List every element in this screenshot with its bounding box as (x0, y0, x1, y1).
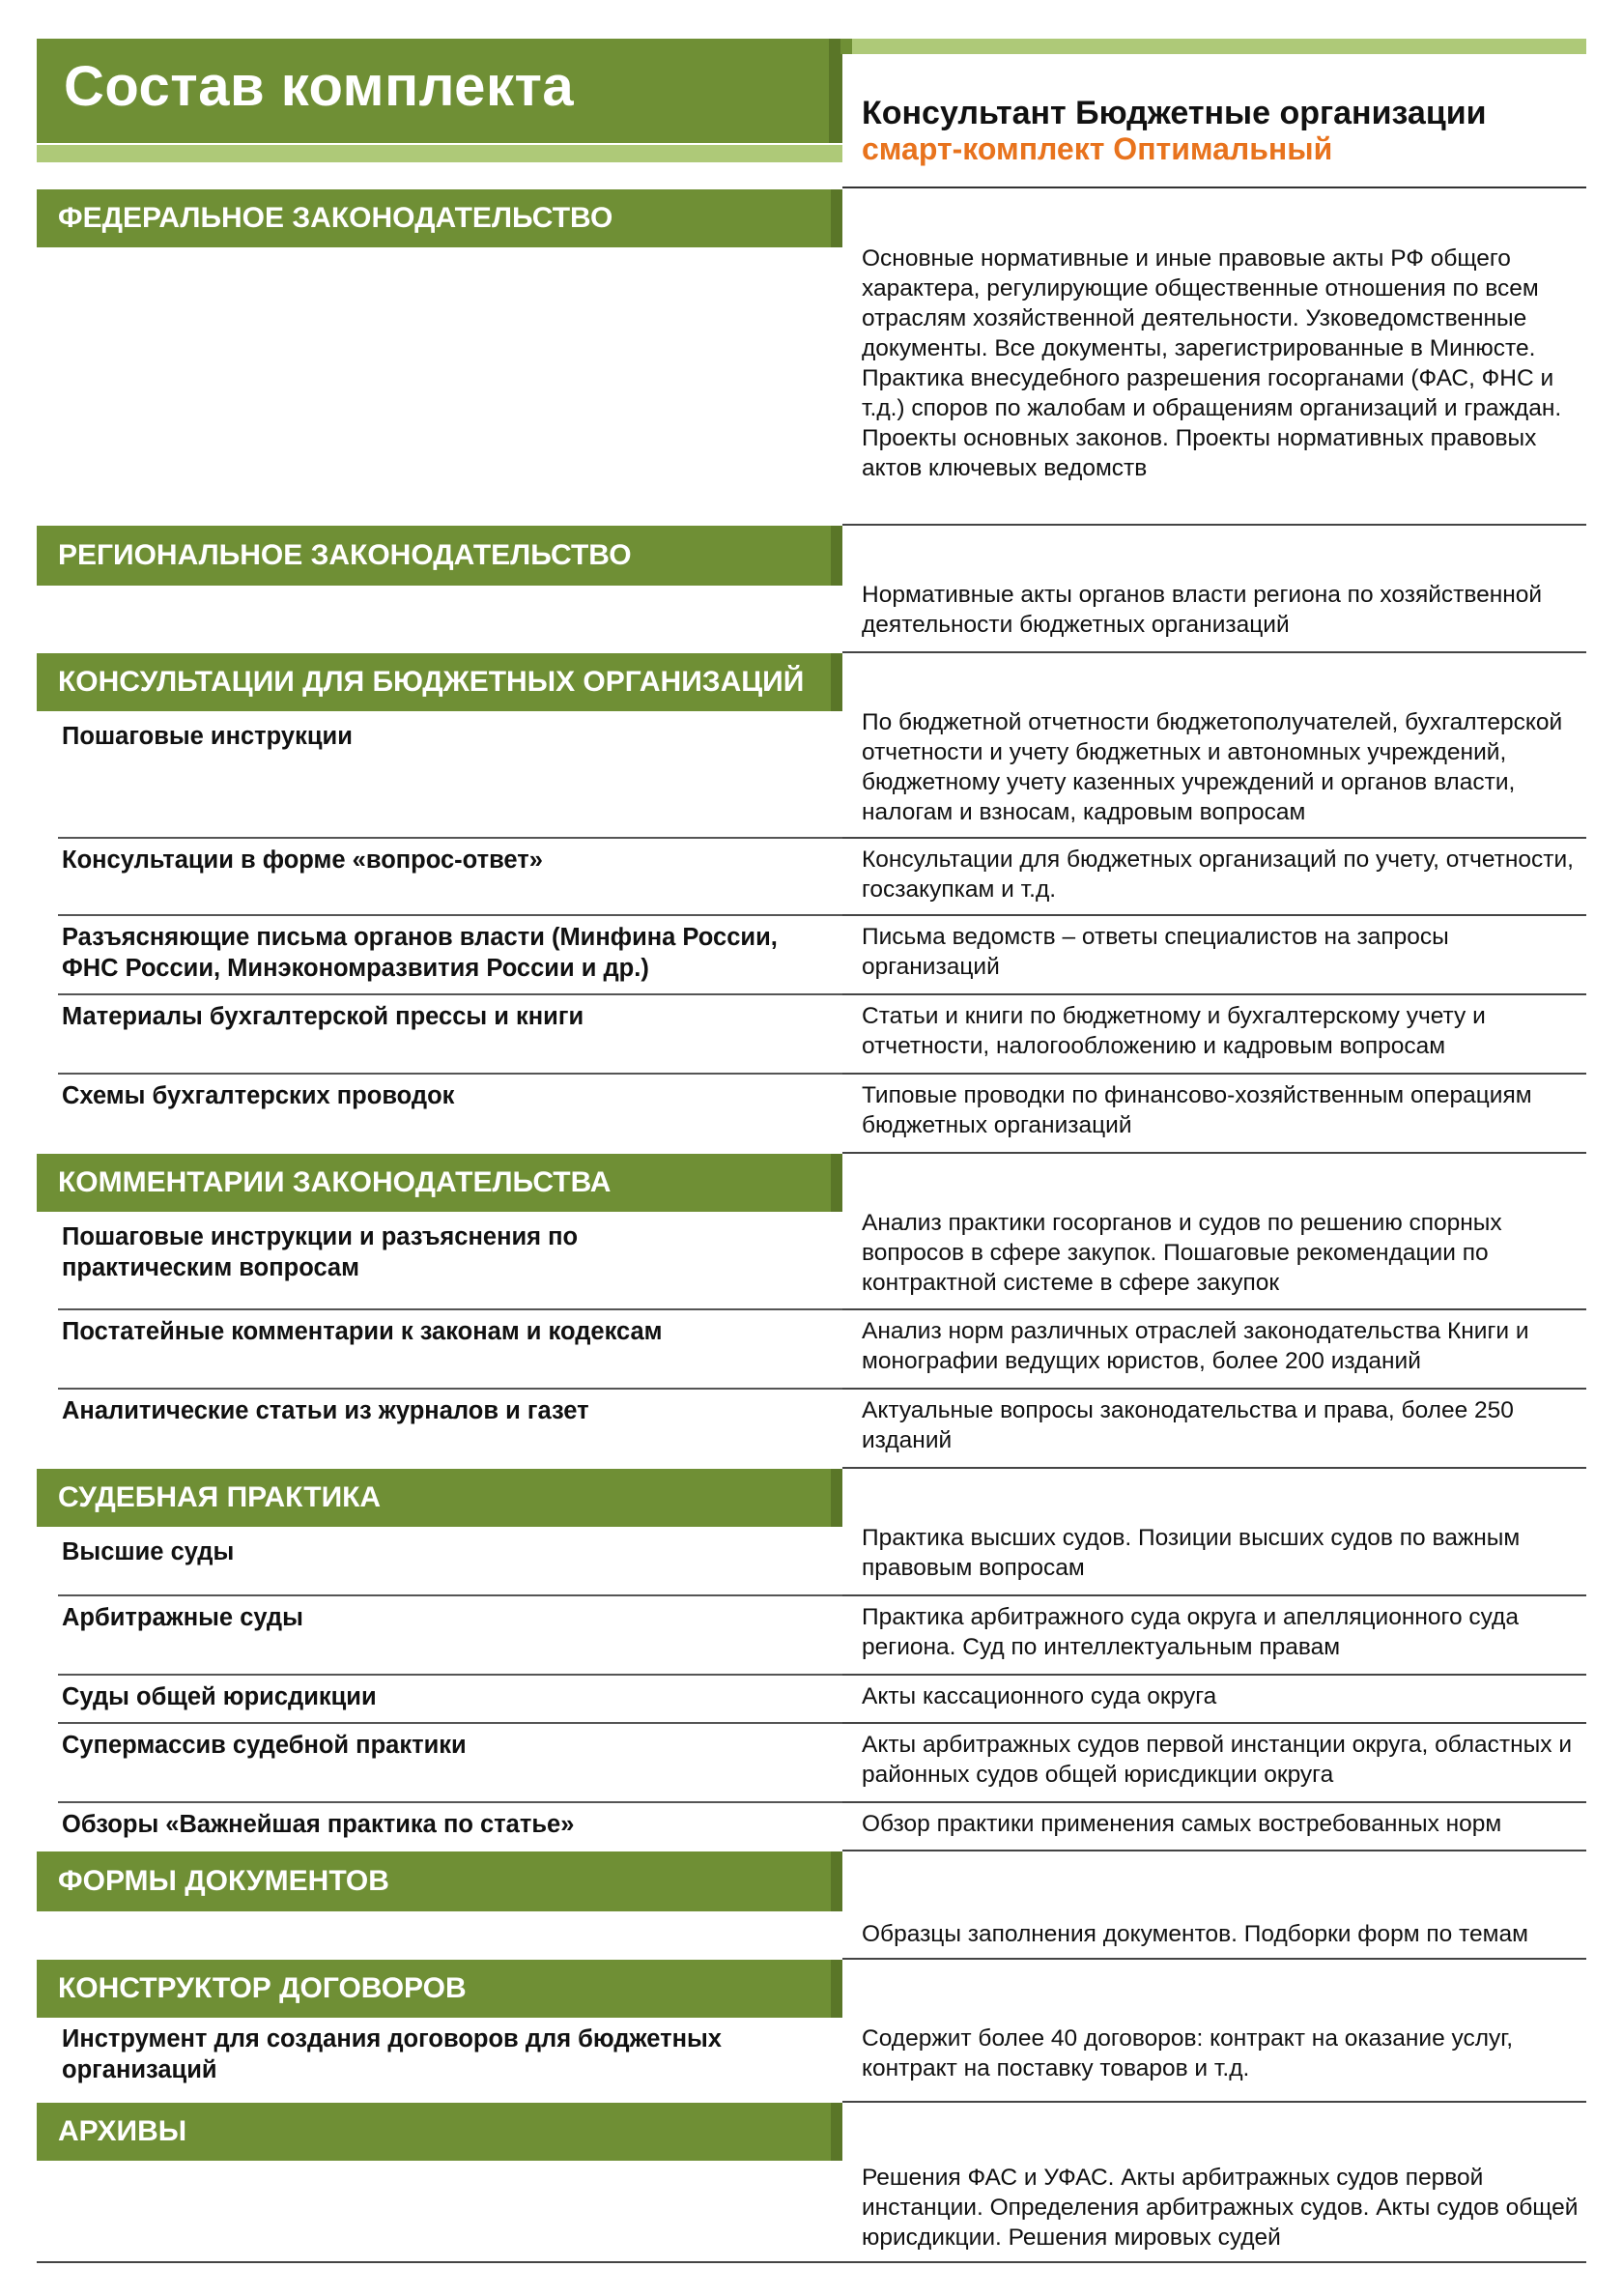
list-item-desc: Практика высших судов. Позиции высших судов по важным правовым вопросам (862, 1525, 1521, 1581)
list-item-name: Пошаговые инструкции (62, 723, 353, 750)
list-item-desc: Типовые проводки по финансово-хозяйственным операциям бюджетных организаций (862, 1082, 1532, 1138)
section-title: КОНСТРУКТОР ДОГОВОРОВ (58, 1972, 467, 2004)
section-title: КОНСУЛЬТАЦИИ ДЛЯ БЮДЖЕТНЫХ ОРГАНИЗАЦИЙ (58, 666, 805, 698)
section-contract-builder (37, 1960, 842, 2018)
list-item-desc: Консультации для бюджетных организаций по учету, отчетности, госзакупкам и т.д. (862, 847, 1574, 903)
list-item-desc: Анализ практики госорганов и судов по решению спорных вопросов в сфере закупок. Пошаговые рекомендации по контрактной системе в сфере закупок (862, 1210, 1502, 1296)
section-forms-description: Образцы заполнения документов. Подборки форм по темам (862, 1921, 1528, 1947)
section-title: АРХИВЫ (58, 2115, 187, 2147)
header-accent-rule (840, 39, 1586, 54)
list-item-desc: По бюджетной отчетности бюджетополучателей, бухгалтерской отчетности и учету бюджетных и автономных учреждений, бюджетному учету казенных учреждений и органов власти, налогам и взносам, кадровым вопросам (862, 709, 1563, 825)
list-item-name: Аналитические статьи из журналов и газет (62, 1397, 589, 1424)
list-item-name: Высшие суды (62, 1538, 235, 1565)
product-subtitle: смарт-комплект Оптимальный (862, 131, 1333, 166)
section-title: КОММЕНТАРИИ ЗАКОНОДАТЕЛЬСТВА (58, 1166, 612, 1198)
list-item-desc: Акты кассационного суда округа (862, 1683, 1217, 1709)
list-item-desc: Статьи и книги по бюджетному и бухгалтерскому учету и отчетности, налогообложению и кадровым вопросам (862, 1003, 1486, 1059)
list-item-name: Схемы бухгалтерских проводок (62, 1082, 455, 1109)
list-item-name: Инструмент для создания договоров для бюджетных организаций (62, 2025, 722, 2083)
list-item-name: Постатейные комментарии к законам и кодексам (62, 1318, 663, 1345)
list-item-name: Супермассив судебной практики (62, 1732, 467, 1759)
title-underline (37, 145, 842, 162)
section-archives-description: Решения ФАС и УФАС. Акты арбитражных судов первой инстанции. Определения арбитражных судов. Акты судов общей юрисдикции. Решения мировых судей (862, 2165, 1579, 2251)
list-item-desc: Акты арбитражных судов первой инстанции округа, областных и районных судов общей юрисдикции округа (862, 1732, 1572, 1788)
section-federal-description: Основные нормативные и иные правовые акты РФ общего характера, регулирующие общественные отношения по всем отраслям хозяйственной деятельности. Узковедомственные документы. Все документы, зарегистрированные в Минюсте. Практика внесудебного разрешения госорганами (ФАС, ФНС и т.д.) споров по жалобам и обращениям организаций и граждан. Проекты основных законов. Проекты нормативных правовых актов ключевых ведомств (862, 245, 1562, 481)
title-band (37, 39, 842, 143)
list-item-desc: Анализ норм различных отраслей законодательства Книги и монографии ведущих юристов, более 200 изданий (862, 1318, 1529, 1374)
list-item-desc: Актуальные вопросы законодательства и права, более 250 изданий (862, 1397, 1514, 1453)
list-item-name: Суды общей юрисдикции (62, 1683, 377, 1710)
section-consultations (37, 653, 842, 711)
section-archives (37, 2103, 842, 2161)
section-court-practice (37, 1469, 842, 1527)
list-item-desc: Обзор практики применения самых востребованных норм (862, 1811, 1502, 1837)
list-item-name: Консультации в форме «вопрос-ответ» (62, 847, 543, 874)
list-item-name: Разъясняющие письма органов власти (Минфина России, ФНС России, Минэкономразвития России и др.) (62, 924, 778, 982)
header-divider (842, 187, 1586, 188)
list-item-desc: Письма ведомств – ответы специалистов на запросы организаций (862, 924, 1449, 980)
list-item-desc: Практика арбитражного суда округа и апелляционного суда региона. Суд по интеллектуальным правам (862, 1604, 1519, 1660)
list-item-name: Обзоры «Важнейшая практика по статье» (62, 1811, 575, 1838)
list-item-name: Пошаговые инструкции и разъяснения по практическим вопросам (62, 1223, 579, 1281)
section-commentary (37, 1154, 842, 1212)
section-title: ФЕДЕРАЛЬНОЕ ЗАКОНОДАТЕЛЬСТВО (58, 202, 613, 234)
section-document-forms (37, 1851, 842, 1911)
list-item-name: Арбитражные суды (62, 1604, 303, 1631)
list-item-name: Материалы бухгалтерской прессы и книги (62, 1003, 584, 1030)
section-federal (37, 189, 842, 247)
list-item-desc: Содержит более 40 договоров: контракт на оказание услуг, контракт на поставку товаров и т.д. (862, 2025, 1514, 2081)
section-regional (37, 526, 842, 586)
section-title: РЕГИОНАЛЬНОЕ ЗАКОНОДАТЕЛЬСТВО (58, 539, 632, 571)
section-title: ФОРМЫ ДОКУМЕНТОВ (58, 1865, 389, 1897)
section-title: СУДЕБНАЯ ПРАКТИКА (58, 1481, 382, 1513)
page-title: Состав комплекта (64, 55, 575, 118)
section-regional-description: Нормативные акты органов власти региона по хозяйственной деятельности бюджетных организаций (862, 582, 1543, 638)
product-name: Консультант Бюджетные организации (862, 95, 1487, 131)
